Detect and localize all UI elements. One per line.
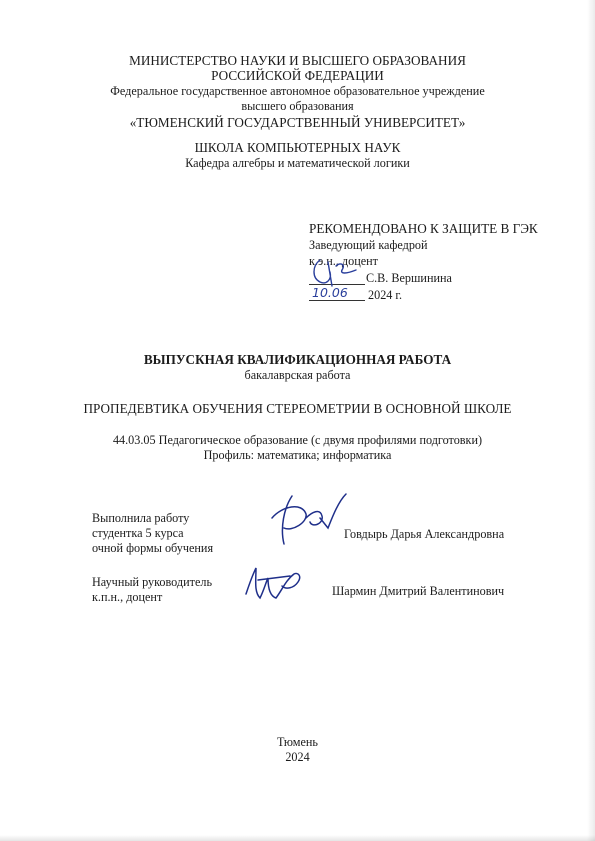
footer-year: 2024 (285, 750, 310, 764)
work-title: ПРОПЕДЕВТИКА ОБУЧЕНИЯ СТЕРЕОМЕТРИИ В ОСНОВНОЙ ШКОЛЕ (83, 401, 512, 416)
author-label-3: очной формы обучения (92, 541, 214, 555)
work-type: ВЫПУСКНАЯ КВАЛИФИКАЦИОННАЯ РАБОТА (143, 352, 452, 367)
institution-line-2: высшего образования (241, 99, 354, 113)
institution-line-1: Федеральное государственное автономное образовательное учреждение (110, 84, 485, 98)
work-subtype: бакалаврская работа (244, 368, 351, 382)
approval-position: Заведующий кафедрой (309, 238, 428, 252)
supervisor-signature-icon (238, 560, 312, 610)
department-name: Кафедра алгебры и математической логики (185, 156, 410, 170)
supervisor-label-2: к.п.н., доцент (92, 590, 163, 604)
author-label-2: студентка 5 курса (92, 526, 184, 540)
approval-degree: к.э.н., доцент (309, 254, 378, 268)
approval-signer: С.В. Вершинина (366, 271, 452, 285)
ministry-line-2: РОССИЙСКОЙ ФЕДЕРАЦИИ (211, 68, 384, 83)
work-profile: Профиль: математика; информатика (203, 448, 392, 462)
scan-edge-shadow (587, 0, 595, 841)
work-specialty: 44.03.05 Педагогическое образование (с двумя профилями подготовки) (112, 433, 483, 447)
approval-year: 2024 г. (368, 288, 403, 302)
approval-date: 10.06 (312, 285, 348, 300)
approval-date-line (309, 300, 365, 301)
supervisor-name: Шармин Дмитрий Валентинович (332, 584, 505, 598)
school-name: ШКОЛА КОМПЬЮТЕРНЫХ НАУК (194, 140, 401, 155)
author-signature-icon (262, 488, 352, 554)
ministry-line-1: МИНИСТЕРСТВО НАУКИ И ВЫСШЕГО ОБРАЗОВАНИЯ (129, 53, 466, 68)
approval-title: РЕКОМЕНДОВАНО К ЗАЩИТЕ В ГЭК (309, 221, 538, 236)
author-name: Говдырь Дарья Александровна (344, 527, 505, 541)
supervisor-label-1: Научный руководитель (92, 575, 213, 589)
university-name: «ТЮМЕНСКИЙ ГОСУДАРСТВЕННЫЙ УНИВЕРСИТЕТ» (129, 115, 466, 130)
footer-city: Тюмень (277, 735, 318, 749)
author-label-1: Выполнила работу (92, 511, 190, 525)
scan-bottom-shadow (0, 835, 595, 841)
